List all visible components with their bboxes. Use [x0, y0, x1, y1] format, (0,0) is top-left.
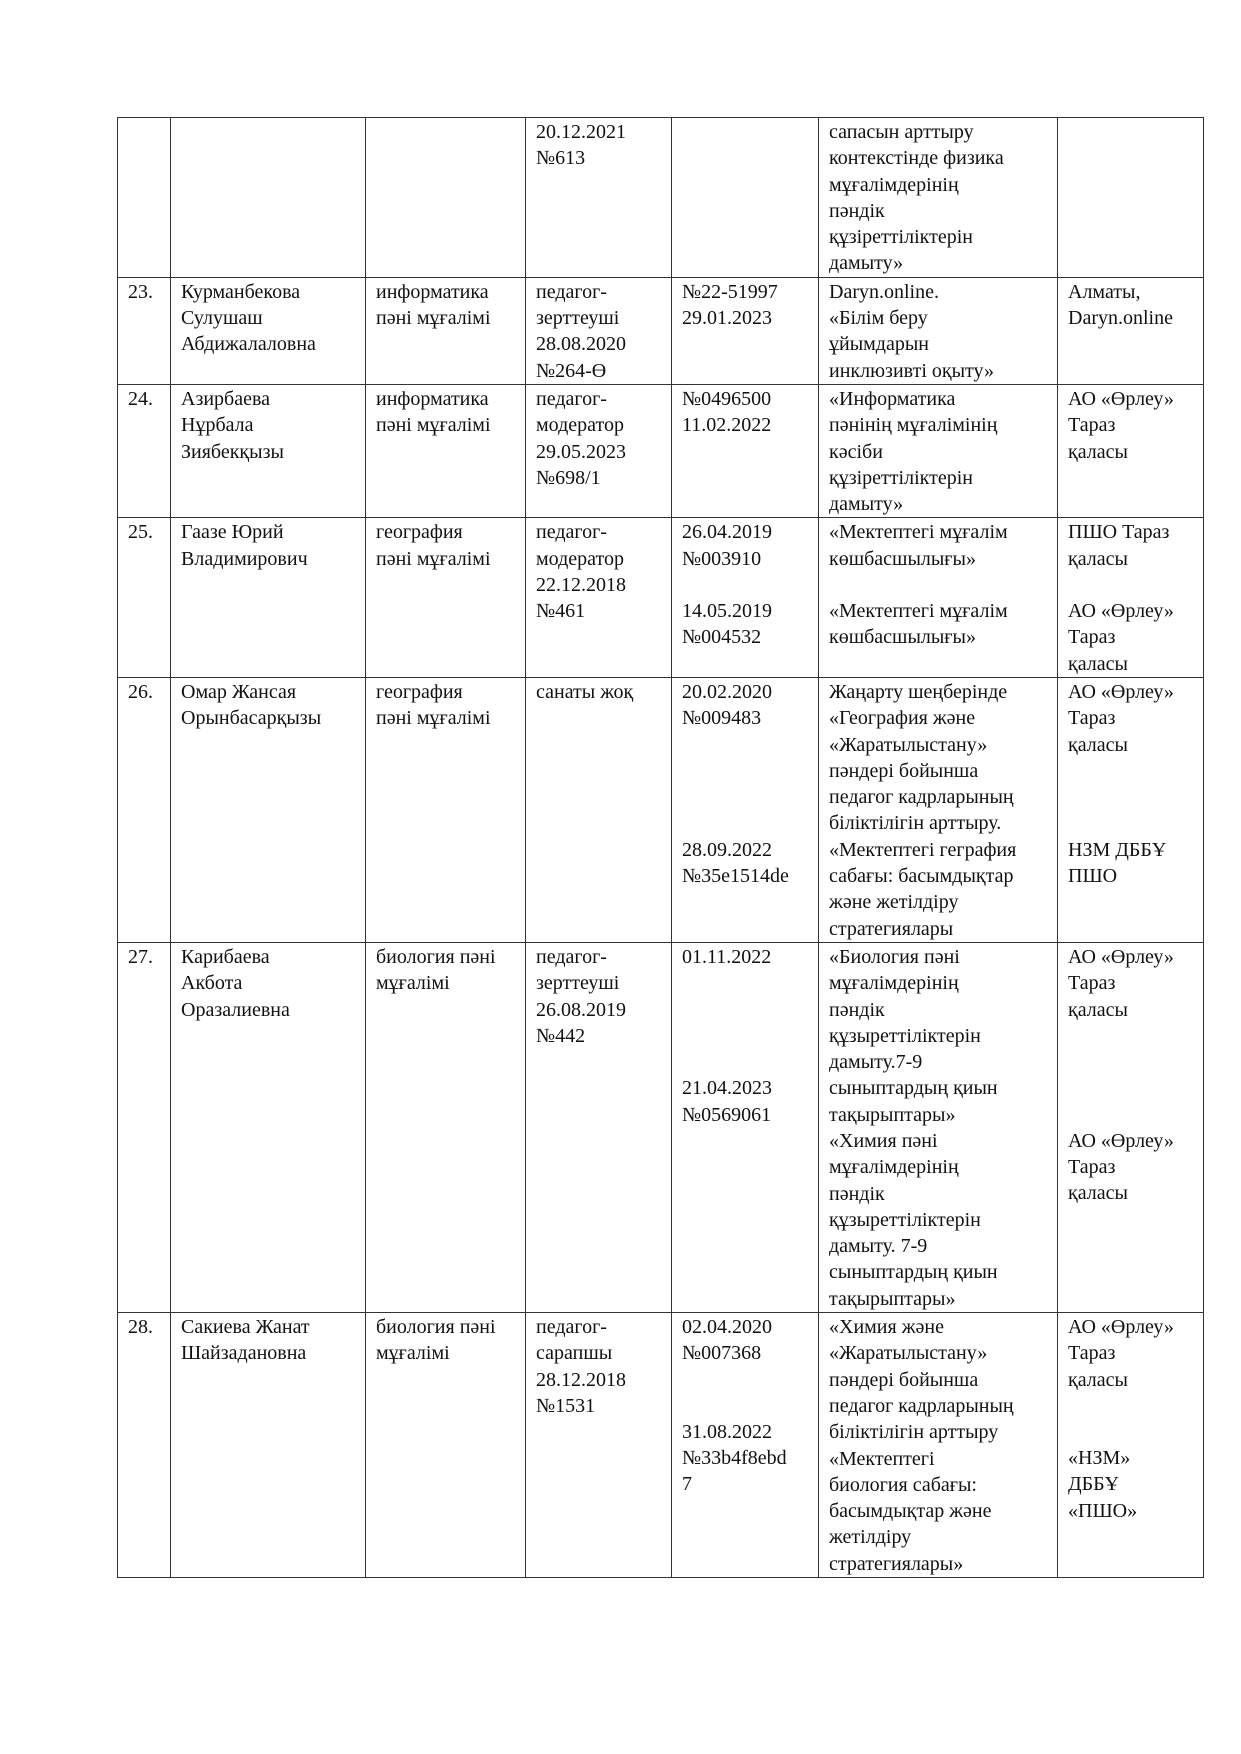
- certificate-info: [672, 1313, 819, 1578]
- row-number: 28.: [118, 1313, 171, 1578]
- teacher-name: [171, 118, 366, 278]
- course-place: [1058, 942, 1204, 1312]
- row-number: 26.: [118, 677, 171, 942]
- teacher-category: педагог- модератор 29.05.2023 №698/1: [526, 384, 672, 517]
- teacher-name: Карибаева Акбота Оразалиевна: [171, 942, 366, 1312]
- teacher-name: Курманбекова Сулушаш Абдижалаловна: [171, 277, 366, 384]
- teacher-name: Омар Жансая Орынбасарқызы: [171, 677, 366, 942]
- teacher-category: санаты жоқ: [526, 677, 672, 942]
- course-title: «Химия және «Жаратылыстану» пәндері бойынша педагог кадрларының біліктілігін арттыру «Мектептегі биология сабағы: басымдықтар және жетілдіру стратегиялары»: [819, 1313, 1058, 1578]
- course-title: [819, 518, 1058, 677]
- teacher-subject: информатика пәні мұғалімі: [366, 277, 526, 384]
- row-number: 27.: [118, 942, 171, 1312]
- certificate-entry: 28.09.2022 №35е1514de: [682, 838, 789, 887]
- place-entry: АО «Өрлеу» Тараз қаласы: [1068, 945, 1174, 1021]
- certificate-entry: 20.02.2020 №009483: [682, 680, 772, 730]
- table-row: [118, 118, 1204, 278]
- teacher-category: 20.12.2021 №613: [526, 118, 672, 278]
- certificate-entry: 01.11.2022: [682, 945, 772, 968]
- teacher-subject: биология пәні мұғалімі: [366, 942, 526, 1312]
- certificate-info: [672, 677, 819, 942]
- course-title: сапасын арттыру контекстінде физика мұғалімдерінің пәндік құзіреттіліктерін дамыту»: [819, 118, 1058, 278]
- table-row: [118, 1313, 1204, 1578]
- course-place: Алматы, Daryn.online: [1058, 277, 1204, 384]
- place-entry: АО «Өрлеу» Тараз қаласы: [1068, 600, 1174, 675]
- certificate-info: [672, 942, 819, 1312]
- table-row: [118, 384, 1204, 517]
- certificate-entry: 31.08.2022 №33b4f8ebd 7: [682, 1420, 787, 1496]
- course-place: АО «Өрлеу» Тараз қаласы: [1058, 384, 1204, 517]
- teacher-category: педагог- зерттеуші 28.08.2020 №264-Ө: [526, 277, 672, 384]
- teacher-subject: география пәні мұғалімі: [366, 677, 526, 942]
- certificate-info: [672, 518, 819, 677]
- course-entry: «Мектептегі мұғалім көшбасшылығы»: [829, 600, 1008, 649]
- row-number: 23.: [118, 277, 171, 384]
- certificate-entry: 26.04.2019 №003910: [682, 521, 772, 570]
- course-place: [1058, 118, 1204, 278]
- course-title: «Информатика пәнінің мұғалімінің кәсіби құзіреттіліктерін дамыту»: [819, 384, 1058, 517]
- certificate-entry: 14.05.2019 №004532: [682, 600, 772, 649]
- course-place: [1058, 518, 1204, 677]
- course-title: Daryn.online. «Білім беру ұйымдарын инклюзивті оқыту»: [819, 277, 1058, 384]
- teacher-subject: [366, 118, 526, 278]
- teacher-name: Сакиева Жанат Шайзадановна: [171, 1313, 366, 1578]
- place-entry: АО «Өрлеу» Тараз қаласы: [1068, 1129, 1174, 1205]
- teacher-category: педагог- сарапшы 28.12.2018 №1531: [526, 1313, 672, 1578]
- row-number: 25.: [118, 518, 171, 677]
- teacher-subject: география пәні мұғалімі: [366, 518, 526, 677]
- course-title: Жаңарту шеңберінде «География және «Жаратылыстану» пәндері бойынша педагог кадрларының біліктілігін арттыру. «Мектептегі геграфия сабағы: басымдықтар және жетілдіру стратегиялары: [819, 677, 1058, 942]
- row-number: [118, 118, 171, 278]
- teacher-name: Азирбаева Нұрбала Зиябекқызы: [171, 384, 366, 517]
- row-number: 24.: [118, 384, 171, 517]
- table-row: [118, 277, 1204, 384]
- teacher-subject: биология пәні мұғалімі: [366, 1313, 526, 1578]
- certificate-info: №0496500 11.02.2022: [672, 384, 819, 517]
- course-title: «Биология пәні мұғалімдерінің пәндік құзыреттіліктерін дамыту.7-9 сыныптардың қиын тақырыптары» «Химия пәні мұғалімдерінің пәндік құзыреттіліктерін дамыту. 7-9 сыныптардың қиын тақырыптары»: [819, 942, 1058, 1312]
- certificate-info: №22-51997 29.01.2023: [672, 277, 819, 384]
- place-entry: НЗМ ДББҰ ПШО: [1068, 838, 1167, 888]
- table-row: [118, 942, 1204, 1312]
- teacher-name: Гаазе Юрий Владимирович: [171, 518, 366, 677]
- table-row: [118, 518, 1204, 677]
- certificate-info: [672, 118, 819, 278]
- course-place: [1058, 677, 1204, 942]
- certificate-entry: 21.04.2023 №0569061: [682, 1077, 772, 1126]
- teacher-category: педагог- зерттеуші 26.08.2019 №442: [526, 942, 672, 1312]
- course-place: [1058, 1313, 1204, 1578]
- place-entry: АО «Өрлеу» Тараз қаласы: [1068, 680, 1174, 756]
- table-row: [118, 677, 1204, 942]
- place-entry: «НЗМ» ДББҰ «ПШО»: [1068, 1446, 1138, 1522]
- place-entry: ПШО Тараз қаласы: [1068, 521, 1170, 570]
- certificate-entry: 02.04.2020 №007368: [682, 1316, 772, 1365]
- place-entry: АО «Өрлеу» Тараз қаласы: [1068, 1316, 1174, 1391]
- course-entry: «Мектептегі мұғалім көшбасшылығы»: [829, 521, 1008, 570]
- teachers-qualification-table: [117, 117, 1204, 1578]
- teacher-category: педагог- модератор 22.12.2018 №461: [526, 518, 672, 677]
- teacher-subject: информатика пәні мұғалімі: [366, 384, 526, 517]
